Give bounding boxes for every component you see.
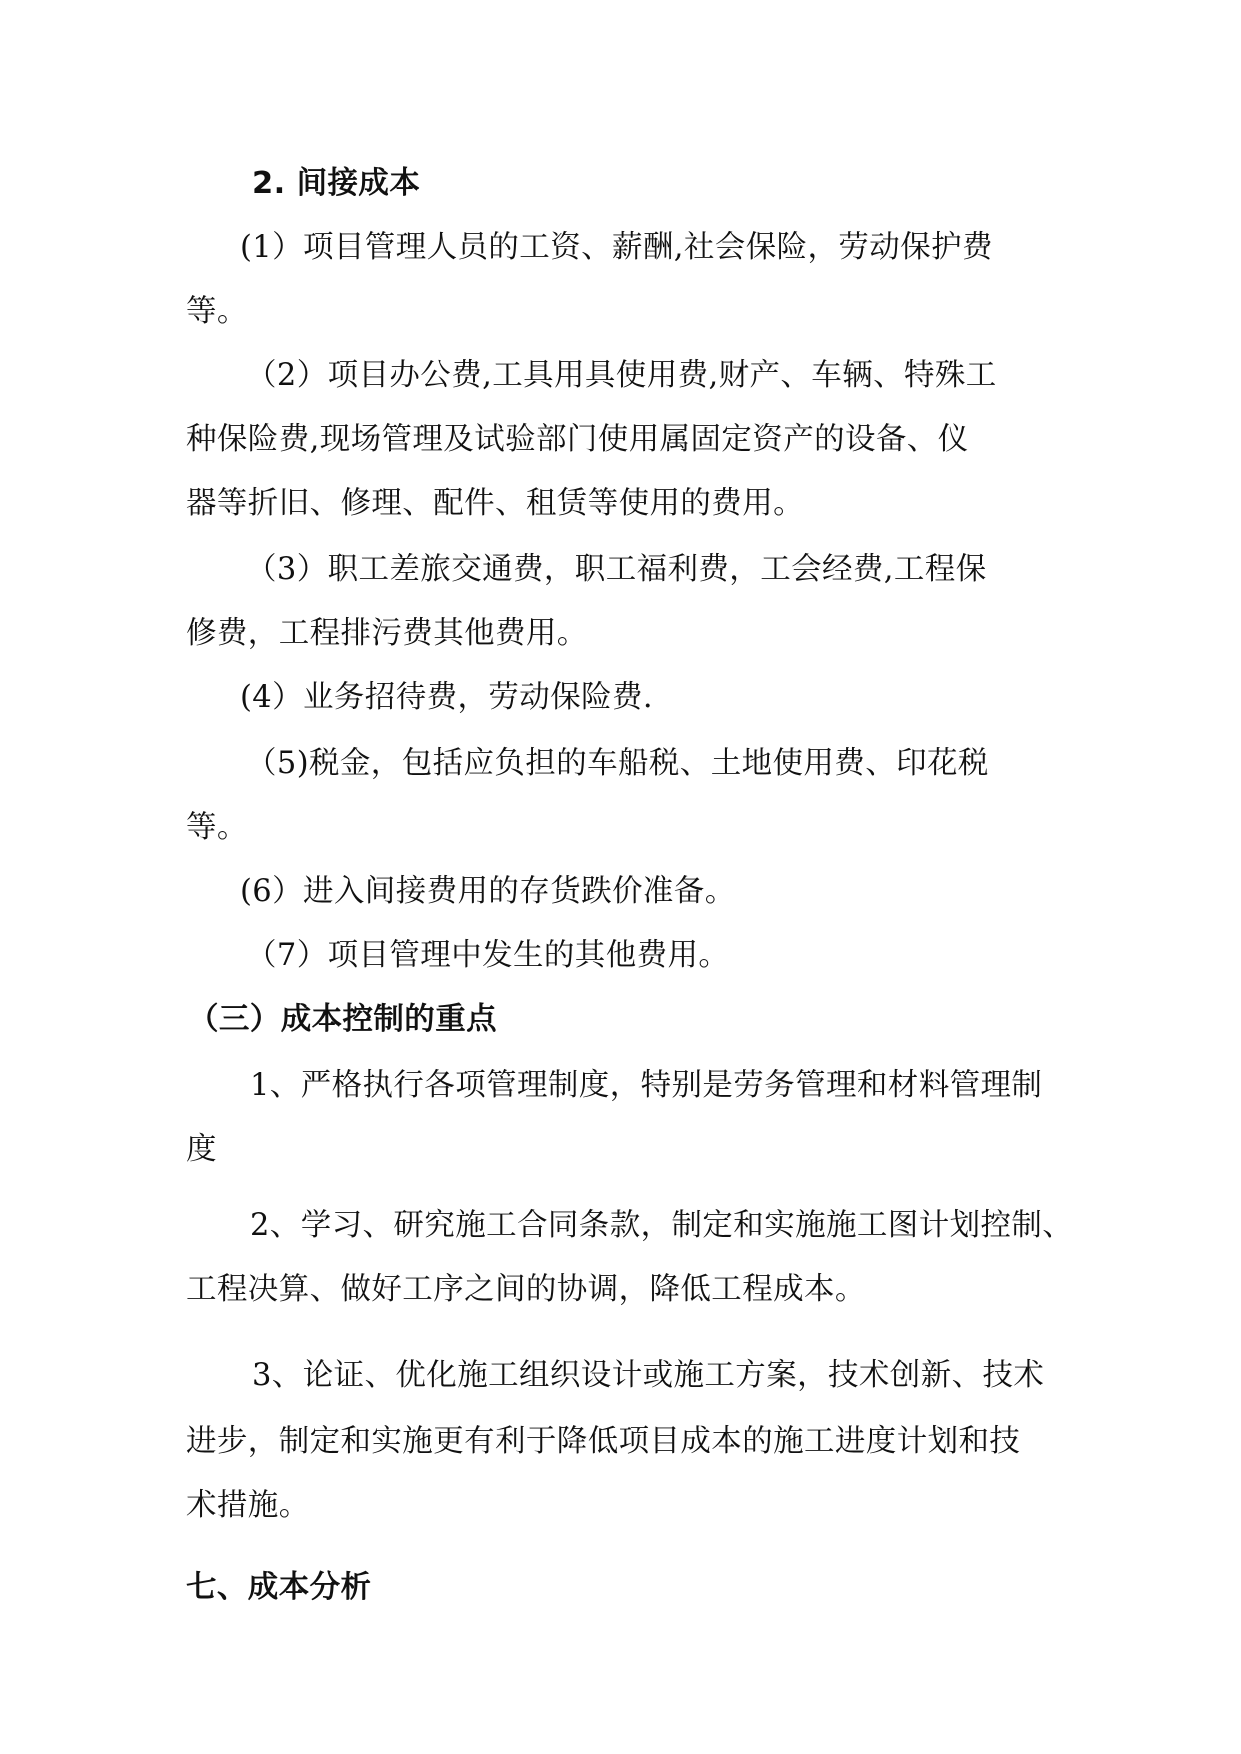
chapter-heading-cost-analysis: 七、成本分析 (186, 1570, 372, 1605)
paragraph-line: (6）进入间接费用的存货跌价准备。 (240, 874, 736, 909)
paragraph-line: 术措施。 (186, 1488, 310, 1523)
paragraph-line: 3、论证、优化施工组织设计或施工方案，技术创新、技术 (252, 1358, 1045, 1393)
paragraph-line: 等。 (186, 810, 248, 845)
paragraph-line: 等。 (186, 294, 248, 329)
paragraph-line: （5)税金，包括应负担的车船税、土地使用费、印花税 (246, 746, 989, 781)
section-heading-indirect-cost: 2. 间接成本 (252, 166, 421, 201)
section-heading-cost-control: （三）成本控制的重点 (188, 1002, 497, 1037)
paragraph-line: (4）业务招待费，劳动保险费. (240, 680, 653, 715)
paragraph-line: 进步，制定和实施更有利于降低项目成本的施工进度计划和技 (186, 1424, 1021, 1459)
paragraph-line: （3）职工差旅交通费，职工福利费，工会经费,工程保 (246, 552, 987, 587)
paragraph-line: (1）项目管理人员的工资、薪酬,社会保险，劳动保护费 (240, 230, 993, 265)
paragraph-line: （2）项目办公费,工具用具使用费,财产、车辆、特殊工 (246, 358, 997, 393)
paragraph-line: 度 (186, 1132, 217, 1167)
paragraph-line: 工程决算、做好工序之间的协调，降低工程成本。 (186, 1272, 866, 1307)
paragraph-line: 1、严格执行各项管理制度，特别是劳务管理和材料管理制 (250, 1068, 1043, 1103)
paragraph-line: 种保险费,现场管理及试验部门使用属固定资产的设备、仪 (186, 422, 969, 457)
paragraph-line: 器等折旧、修理、配件、租赁等使用的费用。 (186, 486, 804, 521)
paragraph-line: 修费，工程排污费其他费用。 (186, 616, 588, 651)
paragraph-line: 2、学习、研究施工合同条款，制定和实施施工图计划控制、 (250, 1208, 1074, 1243)
paragraph-line: （7）项目管理中发生的其他费用。 (246, 938, 730, 973)
